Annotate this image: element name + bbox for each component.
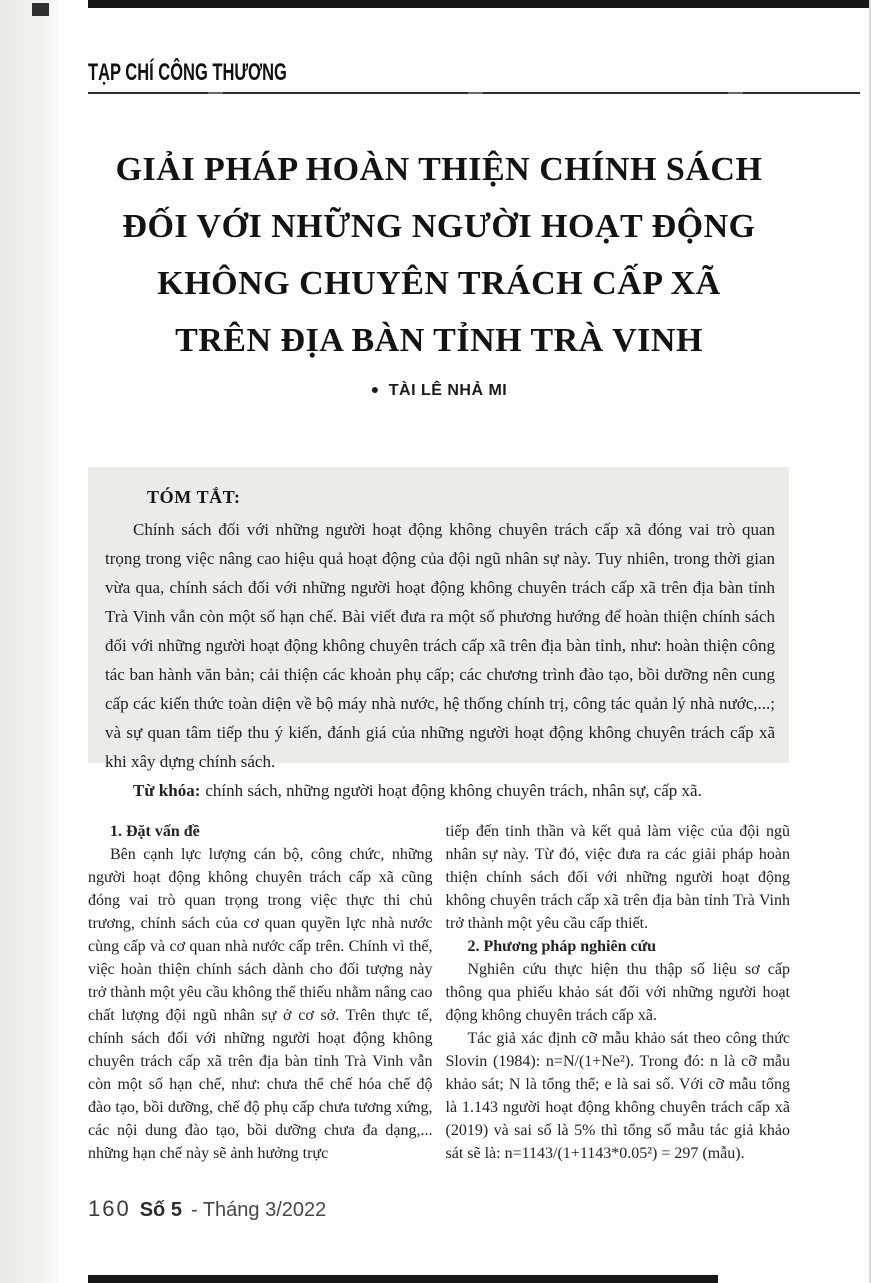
- right-column: [446, 820, 791, 1165]
- continuation-paragraph: tiếp đến tinh thần và kết quả làm việc của đội ngũ nhân sự này. Từ đó, việc đưa ra các giải pháp hoàn thiện chính sách đối với những người hoạt động không chuyên trách cấp xã trên địa bàn tỉnh Trà Vinh trở thành một yêu cầu cấp thiết.: [445, 823, 790, 932]
- section-2-heading: 2. Phương pháp nghiên cứu: [467, 938, 657, 955]
- issue-date: - Tháng 3/2022: [190, 1199, 327, 1221]
- section-2-paragraph-2: Tác giả xác định cỡ mẫu khảo sát theo công thức Slovin (1984): n=N/(1+Ne²). Trong đó: n là cỡ mẫu khảo sát; N là tổng thể; e là sai số. Với cỡ mẫu tổng là 1.143 người hoạt động không chuyên trách cấp xã (2019) và sai số là 5% thì tổng số mẫu tác giả khảo sát sẽ là: n=1143/(1+1143*0.05²) = 297 (mẫu).: [445, 1030, 790, 1162]
- abstract-box: [88, 467, 789, 800]
- abstract-heading: TÓM TẮT:: [147, 487, 241, 507]
- section-1-paragraph: Bên cạnh lực lượng cán bộ, công chức, những người hoạt động không chuyên trách cấp xã cũng đóng vai trò quan trọng trong việc thực thi chủ trương, chính sách của cơ quan quyền lực nhà nước cùng cấp và cơ quan nhà nước cấp trên. Chính vì thế, việc hoàn thiện chính sách dành cho đối tượng này trở thành một yêu cầu không thể thiếu nhằm nâng cao chất lượng đội ngũ nhân sự ở cơ sở. Trên thực tế, chính sách đối với những người hoạt động không chuyên trách cấp xã trên địa bàn tỉnh Trà Vinh vẫn còn một số hạn chế, như: chưa thể chế hóa chế độ đào tạo, bồi dưỡng, chế độ phụ cấp chưa tương xứng, các nội dung đào tạo, bồi dưỡng chưa đa dạng,... những hạn chế này sẽ ảnh hưởng trực: [88, 846, 433, 1162]
- bullet-icon: ●: [370, 381, 380, 397]
- section-2-paragraph-1: Nghiên cứu thực hiện thu thập số liệu sơ cấp thông qua phiếu khảo sát đối với những người hoạt động không chuyên trách cấp xã.: [445, 961, 790, 1024]
- article-title: [88, 141, 790, 369]
- left-column: [88, 820, 433, 1165]
- issue-label: Số 5: [139, 1199, 182, 1221]
- article-body: [88, 820, 790, 1165]
- section-1-heading: 1. Đặt vấn đề: [110, 823, 200, 840]
- scan-top-mark: [32, 3, 49, 16]
- scan-bottom-bar: [88, 1275, 718, 1283]
- abstract-body: Chính sách đối với những người hoạt động không chuyên trách cấp xã đóng vai trò quan trọng trong việc nâng cao hiệu quả hoạt động của đội ngũ nhân sự này. Tuy nhiên, trong thời gian vừa qua, chính sách đối với những người hoạt động không chuyên trách cấp xã trên địa bàn tỉnh Trà Vinh vẫn còn một số hạn chế. Bài viết đưa ra một số phương hướng để hoàn thiện chính sách đối với những người hoạt động không chuyên trách cấp xã trên địa bàn tỉnh, như: hoàn thiện công tác ban hành văn bản; cải thiện các khoản phụ cấp; các chương trình đào tạo, bồi dưỡng nên cung cấp các kiến thức toàn diện về bộ máy nhà nước, hệ thống chính trị, công tác quản lý nhà nước,...; và sự quan tâm tiếp thu ý kiến, đánh giá của những người hoạt động không chuyên trách cấp xã khi xây dựng chính sách.: [105, 520, 775, 771]
- page-number: 160: [88, 1196, 131, 1221]
- keywords-label: Từ khóa:: [133, 781, 201, 800]
- abstract-keywords: [105, 776, 775, 805]
- article-title-line-1: GIẢI PHÁP HOÀN THIỆN CHÍNH SÁCH: [115, 151, 763, 188]
- article-title-line-2: ĐỐI VỚI NHỮNG NGƯỜI HOẠT ĐỘNG: [122, 208, 756, 245]
- keywords-text: chính sách, những người hoạt động không chuyên trách, nhân sự, cấp xã.: [205, 781, 702, 800]
- author-name: TÀI LÊ NHẢ MI: [388, 382, 508, 399]
- scan-left-edge-strip: [0, 0, 58, 1283]
- scan-top-bar: [88, 0, 871, 8]
- page-footer: [88, 1196, 326, 1222]
- article-title-line-3: KHÔNG CHUYÊN TRÁCH CẤP XÃ: [157, 265, 721, 302]
- article-title-line-4: TRÊN ĐỊA BÀN TỈNH TRÀ VINH: [175, 322, 703, 359]
- header-divider: [88, 92, 860, 94]
- author-byline: [88, 382, 790, 400]
- journal-brand: TẠP CHÍ CÔNG THƯƠNG: [88, 58, 287, 86]
